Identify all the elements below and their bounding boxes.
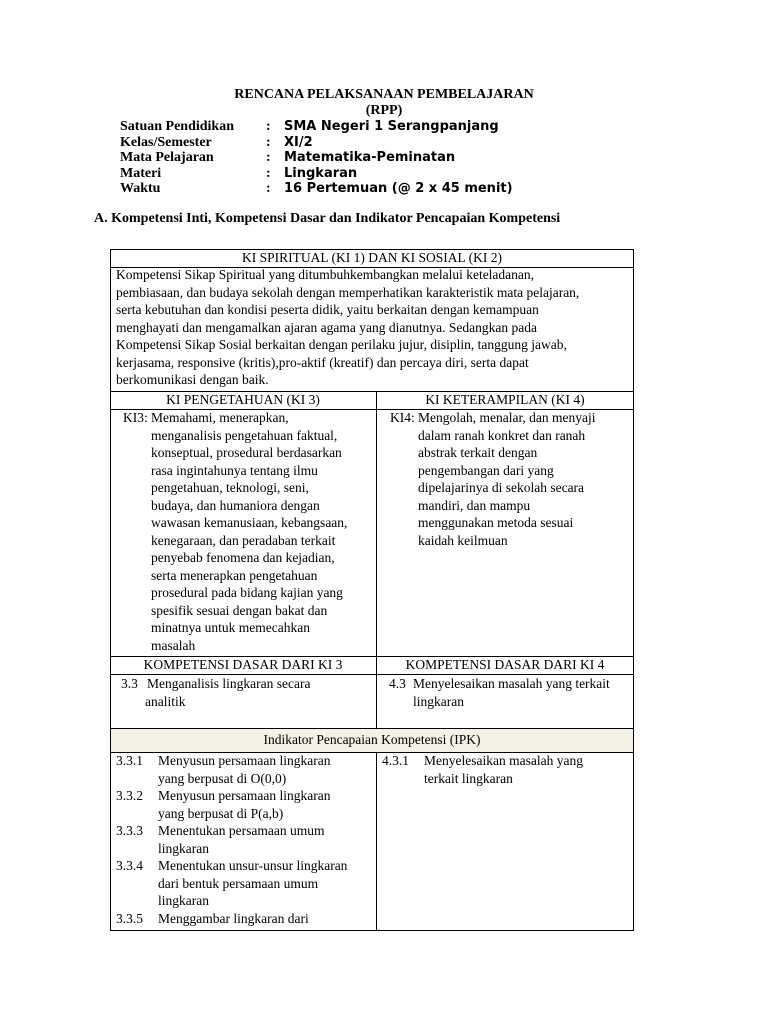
meta-value: Lingkaran [284, 165, 358, 181]
ki4-line: menggunakan metoda sesuai [418, 515, 574, 530]
ki4-label: KI4: [390, 410, 415, 425]
ki3-line: minatnya untuk memecahkan [151, 620, 310, 635]
ki12-line: Kompetensi Sikap Sosial berkaitan dengan perilaku jujur, disiplin, tanggung jawab, [116, 337, 567, 352]
ki4-line: dalam ranah konkret dan ranah [418, 427, 586, 443]
ki3-line: budaya, dan humaniora dengan [151, 497, 320, 513]
kd4-body [389, 675, 631, 710]
ipk3-line: dari bentuk persamaan umum [158, 875, 319, 891]
meta-separator: : [266, 119, 271, 134]
ki4-line: mandiri, dan mampu [418, 497, 531, 513]
ipk3-line: Menyusun persamaan lingkaran [158, 788, 331, 803]
document-subtitle: (RPP) [365, 103, 403, 118]
ki3-label: KI3: [123, 410, 148, 425]
ki12-line: serta kebutuhan dan kondisi peserta didik, yaitu berkaitan dengan kemampuan [116, 302, 539, 317]
identity-block [120, 119, 513, 197]
meta-value: Matematika-Peminatan [284, 150, 456, 165]
ipk4-line: Menyelesaikan masalah yang [424, 753, 583, 768]
ipk3-number: 3.3.1 [116, 753, 143, 768]
ipk4-item [382, 752, 630, 787]
ipk3-text [158, 910, 374, 928]
meta-label: Kelas/Semester [120, 134, 212, 150]
ki4-line: Mengolah, menalar, dan menyaji [418, 410, 596, 425]
ki4-line: abstrak terkait dengan [418, 445, 538, 460]
ki3-line: Memahami, menerapkan, [151, 410, 289, 425]
ipk4-number: 4.3.1 [382, 753, 409, 768]
ki3-body [123, 409, 373, 654]
ki3-line: serta menerapkan pengetahuan [151, 567, 318, 583]
meta-label: Mata Pelajaran [120, 150, 214, 165]
ipk3-number: 3.3.4 [116, 858, 143, 873]
section-a-heading: A. Kompetensi Inti, Kompetensi Dasar dan Indikator Pencapaian Kompetensi [94, 211, 561, 226]
meta-value: XI/2 [284, 134, 313, 150]
ipk3-item [116, 857, 374, 910]
ki4-header: KI KETERAMPILAN (KI 4) [425, 392, 585, 407]
ki12-line: kerjasama, responsive (kritis),pro-aktif (kreatif) dan percaya diri, serta dapat [116, 354, 529, 370]
ipk3-number: 3.3.2 [116, 788, 143, 803]
ki12-line: pembiasaan, dan budaya sekolah dengan memperhatikan karakteristik mata pelajaran, [116, 284, 580, 300]
meta-row-time [120, 181, 513, 197]
meta-row-subject [120, 150, 513, 166]
ipk3-text [158, 787, 374, 822]
ipk4-line: terkait lingkaran [424, 770, 513, 786]
ki4-rest [390, 427, 630, 550]
meta-label: Satuan Pendidikan [120, 119, 234, 134]
kd3-number: 3.3 [121, 676, 138, 691]
kd4-line: Menyelesaikan masalah yang terkait [413, 676, 610, 691]
ki4-body [390, 409, 630, 549]
meta-value: 16 Pertemuan (@ 2 x 45 menit) [284, 181, 513, 196]
ki3-line: rasa ingintahunya tentang ilmu [151, 462, 318, 478]
kd3-line: analitik [145, 693, 186, 709]
ki4-line: pengembangan dari yang [418, 462, 554, 478]
ki3-line: wawasan kemanusiaan, kebangsaan, [151, 515, 348, 530]
ipk3-text [158, 857, 374, 910]
kd3-first-line [121, 675, 373, 693]
kd4-number: 4.3 [389, 676, 406, 691]
ki12-line: berkomunikasi dengan baik. [116, 372, 269, 387]
meta-label: Materi [120, 165, 162, 181]
ki12-header: KI SPIRITUAL (KI 1) DAN KI SOSIAL (KI 2) [242, 250, 502, 265]
ki3-line: kenegaraan, dan peradaban terkait [151, 532, 336, 548]
ipk3-item [116, 822, 374, 857]
ipk3-item [116, 752, 374, 787]
meta-row-class [120, 135, 513, 151]
ipk3-line: lingkaran [158, 840, 209, 856]
ipk-header: Indikator Pencapaian Kompetensi (IPK) [263, 732, 481, 747]
kd4-header: KOMPETENSI DASAR DARI KI 4 [405, 657, 605, 672]
ki3-rest [123, 427, 373, 655]
ipk3-text [158, 752, 374, 787]
ipk3-line: Menentukan unsur-unsur lingkaran [158, 858, 348, 873]
ipk3-line: lingkaran [158, 893, 209, 908]
ipk3-number: 3.3.5 [116, 910, 143, 926]
ipk3-line: Menyusun persamaan lingkaran [158, 753, 331, 768]
ki12-line: menghayati dan mengamalkan ajaran agama yang dianutnya. Sedangkan pada [116, 319, 537, 335]
ki4-line: dipelajarinya di sekolah secara [418, 480, 585, 495]
kd4-first-line [389, 675, 631, 693]
meta-row-material [120, 166, 513, 182]
ki3-line: menganalisis pengetahuan faktual, [151, 427, 338, 443]
ki3-line: penyebab fenomena dan kejadian, [151, 550, 335, 565]
ki12-line: Kompetensi Sikap Spiritual yang ditumbuhkembangkan melalui keteladanan, [116, 267, 535, 282]
meta-separator: : [266, 134, 271, 150]
meta-separator: : [266, 165, 271, 181]
meta-value: SMA Negeri 1 Serangpanjang [284, 119, 499, 134]
ipk3-line: Menggambar lingkaran dari [158, 910, 309, 926]
ki3-header: KI PENGETAHUAN (KI 3) [166, 392, 320, 407]
table-column-divider [376, 752, 377, 930]
kd3-line: Menganalisis lingkaran secara [147, 676, 311, 691]
kd4-line: lingkaran [413, 693, 464, 709]
ipk3-list [116, 752, 374, 927]
ki4-line: kaidah keilmuan [418, 532, 508, 548]
ki3-line: konseptual, prosedural berdasarkan [151, 445, 342, 460]
kd3-body [121, 675, 373, 710]
meta-row-school [120, 119, 513, 135]
ki3-line: pengetahuan, teknologi, seni, [151, 480, 309, 495]
ipk3-line: Menentukan persamaan umum [158, 823, 325, 838]
table-border-right [633, 249, 634, 931]
ki3-first-line [123, 409, 373, 427]
kd3-header: KOMPETENSI DASAR DARI KI 3 [143, 657, 343, 672]
document-title: RENCANA PELAKSANAAN PEMBELAJARAN [234, 87, 534, 102]
ipk3-item [116, 787, 374, 822]
ipk3-line: yang berpusat di O(0,0) [158, 770, 287, 786]
ipk4-list [382, 752, 630, 787]
ki4-first-line [390, 409, 630, 427]
ki3-line: masalah [151, 637, 196, 653]
ipk3-number: 3.3.3 [116, 823, 143, 838]
meta-separator: : [266, 181, 271, 196]
ipk3-text [158, 822, 374, 857]
ipk3-item [116, 910, 374, 928]
table-border-bottom [110, 930, 634, 931]
ipk3-line: yang berpusat di P(a,b) [158, 805, 284, 821]
ki3-line: prosedural pada bidang kajian yang [151, 585, 343, 600]
ki3-line: spesifik sesuai dengan bakat dan [151, 602, 328, 618]
ki12-body [116, 266, 631, 389]
meta-label: Waktu [120, 181, 161, 196]
ipk4-text [424, 752, 630, 787]
meta-separator: : [266, 150, 271, 165]
table-border-left [110, 249, 111, 931]
table-column-divider [376, 391, 377, 729]
